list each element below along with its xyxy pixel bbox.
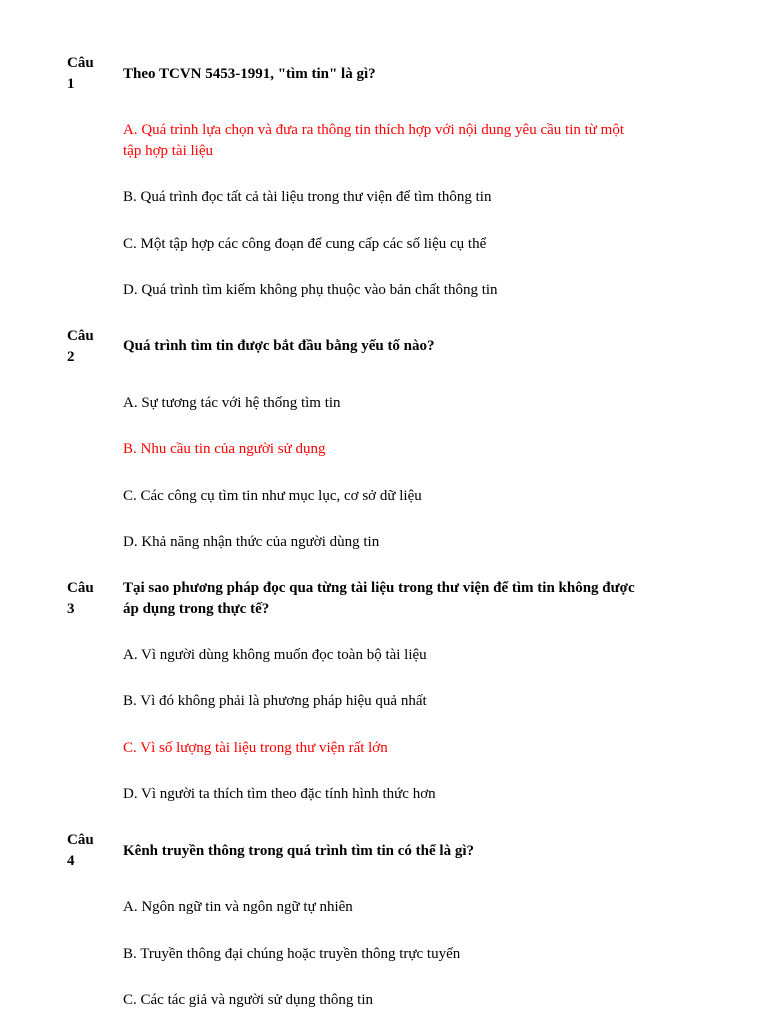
answer-option: A. Ngôn ngữ tin và ngôn ngữ tự nhiên (123, 899, 353, 915)
question-text: Quá trình tìm tin được bắt đầu bằng yếu tố nào? (123, 338, 435, 354)
answer-option: D. Khả năng nhận thức của người dùng tin (123, 534, 380, 550)
question-number-value: 4 (67, 853, 75, 869)
answer-option: B. Vì đó không phải là phương pháp hiệu quả nhất (123, 693, 427, 709)
answer-option: B. Truyền thông đại chúng hoặc truyền thông trực tuyến (123, 946, 461, 962)
answer-option: C. Một tập hợp các công đoạn để cung cấp các số liệu cụ thể (123, 236, 487, 252)
answer-option: D. Vì người ta thích tìm theo đặc tính hình thức hơn (123, 786, 436, 802)
answer-option: C. Các tác giả và người sử dụng thông tin (123, 992, 373, 1008)
question-number (67, 830, 107, 872)
answer-option: B. Quá trình đọc tất cả tài liệu trong thư viện để tìm thông tin (123, 189, 492, 205)
question-number (67, 326, 107, 368)
answer-option: D. Quá trình tìm kiếm không phụ thuộc vào bản chất thông tin (123, 282, 498, 298)
question-text: Kênh truyền thông trong quá trình tìm tin có thể là gì? (123, 843, 474, 859)
question-number-value: 1 (67, 76, 75, 92)
question-text: Tại sao phương pháp đọc qua từng tài liệu trong thư viện để tìm tin không được áp dụng trong thực tế? (123, 580, 635, 617)
question-text: Theo TCVN 5453-1991, "tìm tin" là gì? (123, 66, 376, 82)
answer-option: C. Các công cụ tìm tin như mục lục, cơ sở dữ liệu (123, 488, 422, 504)
answer-option-correct: B. Nhu cầu tin của người sử dụng (123, 441, 326, 457)
question-label: Câu (67, 832, 94, 848)
question-label: Câu (67, 328, 94, 344)
answer-option-correct: A. Quá trình lựa chọn và đưa ra thông tin thích hợp với nội dung yêu cầu tin từ một tập hợp tài liệu (123, 122, 624, 159)
question-number-value: 3 (67, 601, 75, 617)
answer-option: A. Sự tương tác với hệ thống tìm tin (123, 395, 341, 411)
question-number (67, 53, 107, 95)
question-label: Câu (67, 580, 94, 596)
answer-option-correct: C. Vì số lượng tài liệu trong thư viện rất lớn (123, 740, 388, 756)
question-number-value: 2 (67, 349, 75, 365)
question-label: Câu (67, 55, 94, 71)
question-number (67, 578, 107, 620)
answer-option: A. Vì người dùng không muốn đọc toàn bộ tài liệu (123, 647, 427, 663)
